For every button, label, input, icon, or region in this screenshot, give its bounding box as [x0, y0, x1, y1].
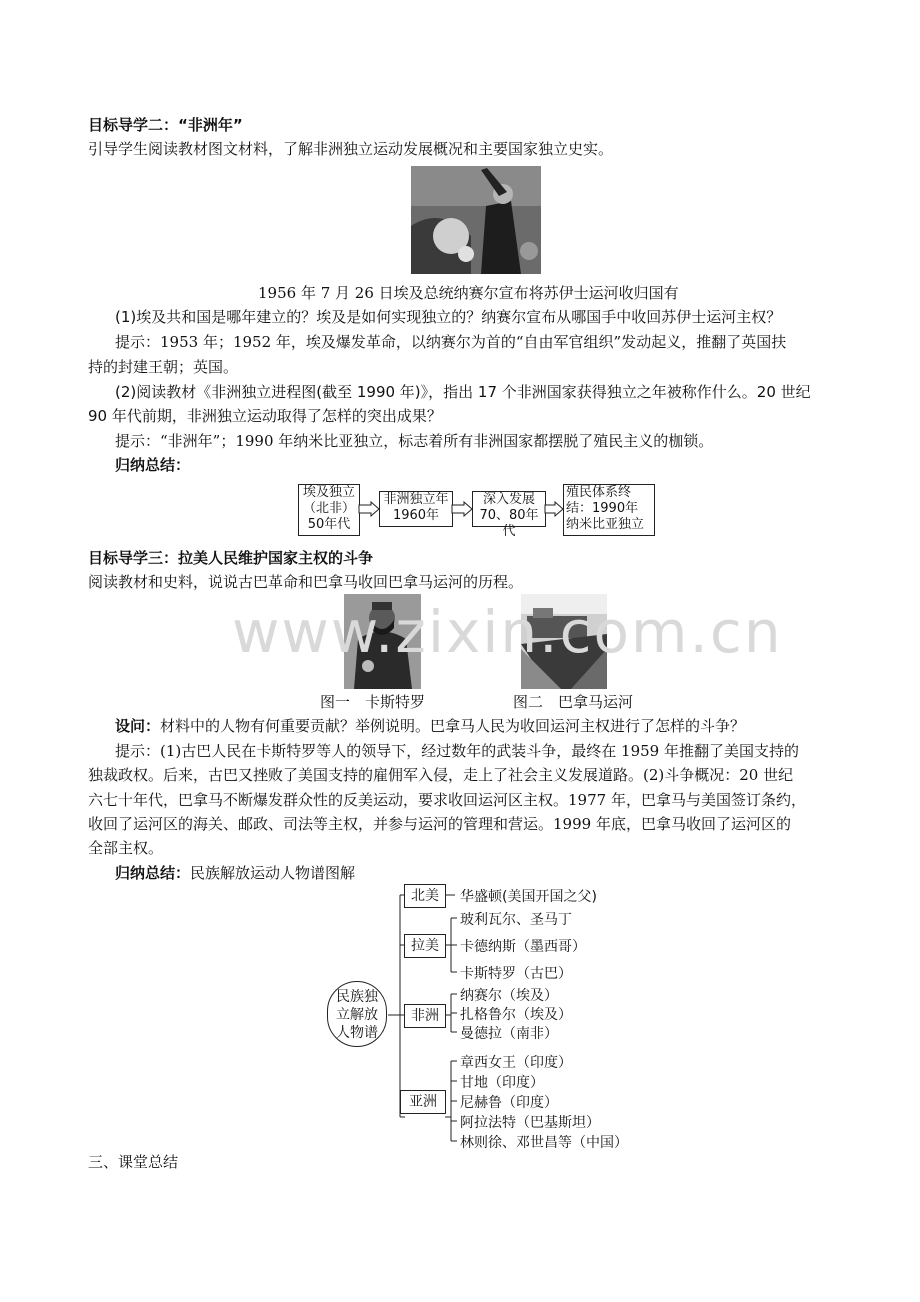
flow-arrow-icon: [451, 501, 473, 517]
summary-label: 归纳总结：: [115, 864, 191, 882]
person-item: 华盛顿(美国开国之父): [460, 889, 597, 905]
person-item: 玻利瓦尔、圣马丁: [460, 912, 572, 928]
person-item: 扎格鲁尔（埃及）: [460, 1007, 572, 1023]
flow-arrow-icon: [358, 501, 380, 517]
flow-box-development: [472, 491, 546, 539]
answer-1-line2: 持的封建王朝；英国。: [88, 358, 239, 376]
flow-box-text: 纳米比亚独立: [566, 517, 645, 532]
summary-text: 民族解放运动人物谱图解: [190, 864, 356, 882]
question-2-line2: 90 年代前期，非洲独立运动取得了怎样的突出成果？: [88, 407, 442, 425]
section3-heading: 目标导学三：拉美人民维护国家主权的斗争: [88, 549, 374, 567]
question-text: 材料中的人物有何重要贡献？举例说明。巴拿马人民为收回运河主权进行了怎样的斗争？: [160, 717, 746, 735]
flow-box-end: [563, 484, 655, 536]
answer-line-4: 收回了运河区的海关、邮政、司法等主权，并参与运河的管理和营运。1999 年底，巴拿马收回了运河区的: [88, 815, 791, 833]
section2-heading: 目标导学二：“非洲年”: [88, 116, 243, 134]
flow-arrow-icon: [544, 501, 564, 517]
section2-summary-label: 归纳总结：: [115, 456, 191, 474]
answer-line-5: 全部主权。: [88, 839, 164, 857]
answer-2: 提示：“非洲年”；1990 年纳米比亚独立，标志着所有非洲国家都摆脱了殖民主义的枷锁。: [115, 432, 714, 450]
person-item: 甘地（印度）: [460, 1075, 544, 1091]
region-north-america: 北美: [404, 884, 446, 908]
tree-root-text: 民族独: [336, 989, 378, 1005]
flow-box-africa-year: [379, 491, 453, 527]
flow-box-text: 埃及独立: [302, 485, 355, 500]
flow-box-text: 1960年: [392, 508, 440, 523]
nasser-photo-caption: 1956 年 7 月 26 日埃及总统纳赛尔宣布将苏伊士运河收归国有: [258, 284, 679, 302]
flow-box-text: 殖民体系终: [566, 485, 632, 500]
figure2-caption: 图二 巴拿马运河: [513, 693, 634, 711]
tree-root-text: 立解放: [336, 1007, 378, 1023]
flow-box-text: 结：1990年: [566, 501, 639, 516]
person-item: 纳赛尔（埃及）: [460, 988, 558, 1004]
tree-root-text: 人物谱: [336, 1025, 378, 1041]
person-item: 卡德纳斯（墨西哥）: [460, 939, 586, 955]
flow-box-egypt: [298, 484, 360, 536]
person-item: 章西女王（印度）: [460, 1055, 572, 1071]
answer-line-1: 提示：(1)古巴人民在卡斯特罗等人的领导下，经过数年的武装斗争，最终在 1959 年推翻了美国支持的: [115, 742, 799, 760]
answer-line-3: 六七十年代，巴拿马不断爆发群众性的反美运动，要求收回运河区主权。1977 年，巴拿马与美国签订条约，: [88, 791, 806, 809]
flow-box-text: 50年代: [307, 517, 351, 532]
flow-box-text: 70、80年代: [479, 508, 539, 539]
section4-heading: 三、课堂总结: [88, 1153, 179, 1171]
question-2-line1: (2)阅读教材《非洲独立进程图(截至 1990 年)》，指出 17 个非洲国家获得独立之年被称作什么。20 世纪: [115, 383, 811, 401]
watermark: www.zixin.com.cn: [232, 598, 783, 666]
region-africa: 非洲: [404, 1004, 446, 1028]
flow-box-text: 非洲独立年: [383, 492, 449, 507]
region-asia: 亚洲: [400, 1090, 446, 1114]
person-item: 尼赫鲁（印度）: [460, 1095, 558, 1111]
person-item: 卡斯特罗（古巴）: [460, 966, 572, 982]
person-item: 林则徐、邓世昌等（中国）: [460, 1135, 628, 1151]
flow-box-text: 深入发展: [482, 492, 535, 507]
question-1: (1)埃及共和国是哪年建立的？埃及是如何实现独立的？纳赛尔宣布从哪国手中收回苏伊士运河主权？: [115, 308, 782, 326]
flow-box-text: （北非）: [302, 501, 355, 516]
person-item: 曼德拉（南非）: [460, 1026, 558, 1042]
answer-1-line1: 提示：1953 年；1952 年，埃及爆发革命，以纳赛尔为首的“自由军官组织”发动起义，推翻了英国扶: [115, 333, 787, 351]
section3-intro: 阅读教材和史料，说说古巴革命和巴拿马收回巴拿马运河的历程。: [88, 573, 524, 591]
nasser-photo: [411, 166, 541, 274]
question-label: 设问：: [115, 717, 161, 735]
section3-question: [115, 715, 745, 737]
section2-intro: 引导学生阅读教材图文材料，了解非洲独立运动发展概况和主要国家独立史实。: [88, 140, 614, 158]
region-latin-america: 拉美: [404, 934, 446, 958]
person-item: 阿拉法特（巴基斯坦）: [460, 1115, 600, 1131]
figure1-caption: 图一 卡斯特罗: [320, 693, 426, 711]
tree-root: [327, 981, 387, 1047]
answer-line-2: 独裁政权。后来，古巴又挫败了美国支持的雇佣军入侵，走上了社会主义发展道路。(2)斗争概况：20 世纪: [88, 766, 794, 784]
